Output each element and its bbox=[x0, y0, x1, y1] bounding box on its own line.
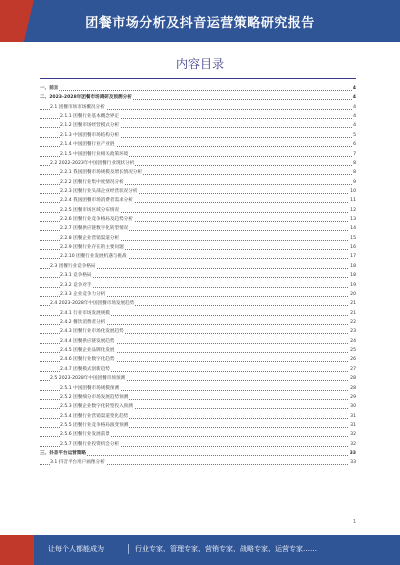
toc-entry-page: 31 bbox=[349, 412, 356, 421]
toc-entry[interactable] bbox=[40, 365, 356, 374]
toc-entry-text: 2.2.4 我国团餐市场消费者需求分析 bbox=[60, 198, 133, 204]
toc-entry-page: 16 bbox=[349, 243, 356, 252]
toc-entry[interactable] bbox=[40, 159, 356, 168]
toc-entry-page: 4 bbox=[352, 121, 356, 130]
toc-entry-page: 10 bbox=[349, 187, 356, 196]
toc-entry-text: 2.2.10 团餐行业发展机遇与挑战 bbox=[60, 254, 127, 260]
toc-entry-page: 15 bbox=[349, 234, 356, 243]
toc-entry-page: 4 bbox=[352, 93, 356, 102]
page-number: 1 bbox=[352, 519, 356, 525]
toc-entry-text: 2.1.3 中国团餐市场结构分析 bbox=[60, 132, 120, 138]
toc-entry[interactable] bbox=[40, 215, 356, 224]
toc-leader-dots bbox=[40, 90, 356, 91]
toc-entry-text: 2.1.2 团餐市场经营模式分析 bbox=[60, 123, 120, 129]
toc-entry-page: 11 bbox=[349, 196, 356, 205]
toc-entry-page: 20 bbox=[349, 290, 356, 299]
toc-entry-text: 3.1 抖音平台用户画像分析 bbox=[50, 460, 105, 466]
toc-entry[interactable] bbox=[40, 262, 356, 271]
toc-entry[interactable] bbox=[40, 112, 356, 121]
toc-entry-page: 28 bbox=[349, 384, 356, 393]
toc-entry-page: 19 bbox=[349, 281, 356, 290]
toc-entry[interactable] bbox=[40, 140, 356, 149]
toc-entry-page: 6 bbox=[352, 140, 356, 149]
toc-entry-page: 26 bbox=[349, 355, 356, 364]
toc-entry[interactable] bbox=[40, 281, 356, 290]
toc-entry-page: 31 bbox=[349, 421, 356, 430]
toc-entry-text: 2.5.5 团餐行业竞争格局演变预测 bbox=[60, 422, 129, 428]
toc-entry-text: 2.2.6 团餐行业竞争格局及趋势分析 bbox=[60, 217, 133, 223]
toc-entry-page: 8 bbox=[352, 168, 356, 177]
toc-entry[interactable] bbox=[40, 412, 356, 421]
toc-entry-page: 18 bbox=[349, 262, 356, 271]
toc-entry-text: 2.3.1 竞争格局 bbox=[60, 273, 92, 279]
toc-entry-text: 2.4.7 团餐模式创新趋势 bbox=[60, 366, 110, 372]
toc-entry-page: 4 bbox=[352, 112, 356, 121]
toc-entry[interactable] bbox=[40, 131, 356, 140]
toc-entry-page: 13 bbox=[349, 215, 356, 224]
report-title: 团餐市场分析及抖音运营策略研究报告 bbox=[85, 16, 315, 31]
toc-entry-text: 2.4.6 团餐行业数字化趋势 bbox=[60, 357, 115, 363]
toc-entry-text: 2.3 团餐行业竞争格局 bbox=[50, 263, 96, 269]
toc-entry[interactable] bbox=[40, 243, 356, 252]
toc-entry[interactable] bbox=[40, 421, 356, 430]
toc-entry[interactable] bbox=[40, 449, 356, 458]
toc-entry-page: 4 bbox=[352, 103, 356, 112]
toc-entry[interactable] bbox=[40, 337, 356, 346]
toc-entry-page: 8 bbox=[352, 159, 356, 168]
toc-entry[interactable] bbox=[40, 327, 356, 336]
toc-entry-text: 二、2023-2028年团餐市场调研及预测分析 bbox=[40, 95, 132, 101]
toc-entry-page: 7 bbox=[352, 150, 356, 159]
toc-entry[interactable] bbox=[40, 178, 356, 187]
toc-entry-page: 30 bbox=[349, 402, 356, 411]
footer-roles: 行业专家、管理专家、营销专家、战略专家、运营专家…… bbox=[128, 544, 317, 554]
footer-accent bbox=[0, 535, 34, 565]
toc-entry[interactable] bbox=[40, 234, 356, 243]
toc-entry-page: 9 bbox=[352, 178, 356, 187]
table-of-contents bbox=[40, 84, 356, 468]
toc-entry-page: 29 bbox=[349, 393, 356, 402]
toc-entry[interactable] bbox=[40, 374, 356, 383]
toc-entry-text: 2.5.3 团餐企业数字化转型投入预测 bbox=[60, 404, 133, 410]
toc-entry[interactable] bbox=[40, 271, 356, 280]
toc-entry[interactable] bbox=[40, 430, 356, 439]
toc-entry[interactable] bbox=[40, 196, 356, 205]
toc-entry-page: 18 bbox=[349, 271, 356, 280]
toc-entry-page: 33 bbox=[349, 458, 356, 467]
toc-entry-text: 2.2.8 团餐企业营销渠道分析 bbox=[60, 235, 120, 241]
toc-entry[interactable] bbox=[40, 393, 356, 402]
toc-entry-text: 2.2.5 团餐市场区域分布情况 bbox=[60, 207, 120, 213]
toc-entry[interactable] bbox=[40, 318, 356, 327]
toc-entry[interactable] bbox=[40, 309, 356, 318]
toc-entry[interactable] bbox=[40, 402, 356, 411]
toc-entry-text: 一、前言 bbox=[40, 86, 59, 91]
toc-entry-page: 22 bbox=[349, 318, 356, 327]
toc-entry-text: 2.4 2023-2028年中国团餐市场发展趋势 bbox=[50, 301, 135, 307]
toc-entry-text: 2.3.3 企业竞争力分析 bbox=[60, 291, 106, 297]
toc-entry-text: 2.5.4 团餐行业营销渠道变化趋势 bbox=[60, 413, 129, 419]
toc-entry-text: 2.1.1 团餐行业基本概念界定 bbox=[60, 114, 120, 120]
toc-entry-page: 24 bbox=[349, 337, 356, 346]
toc-entry[interactable] bbox=[40, 252, 356, 261]
toc-entry-page: 4 bbox=[352, 84, 356, 93]
toc-entry-text: 2.2.3 团餐行业头部企业经营状况分析 bbox=[60, 188, 138, 194]
toc-entry[interactable] bbox=[40, 103, 356, 112]
footer-slogan: 让每个人都能成为 bbox=[48, 545, 104, 553]
toc-entry[interactable] bbox=[40, 346, 356, 355]
toc-entry[interactable] bbox=[40, 384, 356, 393]
toc-entry[interactable] bbox=[40, 150, 356, 159]
toc-entry-text: 2.2.1 我国团餐市场规模及增长情况分析 bbox=[60, 170, 143, 176]
toc-entry-text: 2.1.5 中国团餐行业相关政策环境 bbox=[60, 151, 129, 157]
toc-entry-text: 2.5.1 中国团餐市场规模预测 bbox=[60, 385, 120, 391]
toc-entry[interactable] bbox=[40, 84, 356, 93]
toc-entry-text: 2.4.3 团餐行业市场化发展趋势 bbox=[60, 329, 124, 335]
toc-entry-page: 32 bbox=[349, 430, 356, 439]
toc-entry-text: 2.4.1 行业市场发展规模 bbox=[60, 310, 110, 316]
toc-entry-text: 2.1 团餐市场市场概况分析 bbox=[50, 104, 105, 110]
toc-entry-page: 27 bbox=[349, 365, 356, 374]
toc-entry[interactable] bbox=[40, 355, 356, 364]
toc-entry[interactable] bbox=[40, 440, 356, 449]
toc-entry-text: 三、抖音平台运营策略 bbox=[40, 451, 86, 457]
toc-entry-text: 2.5.6 团餐行业发展前景 bbox=[60, 432, 110, 438]
toc-entry-text: 2.5.2 团餐细分市场发展趋势预测 bbox=[60, 394, 129, 400]
toc-entry[interactable] bbox=[40, 206, 356, 215]
toc-entry-page: 21 bbox=[349, 299, 356, 308]
toc-entry-text: 2.2.7 团餐供应链数字化转型情况 bbox=[60, 226, 129, 232]
toc-heading: 内容目录 bbox=[175, 57, 224, 71]
toc-entry-page: 28 bbox=[349, 374, 356, 383]
header-bar bbox=[0, 0, 400, 42]
footer-bar bbox=[0, 535, 400, 565]
toc-entry-page: 12 bbox=[349, 206, 356, 215]
toc-entry[interactable] bbox=[40, 290, 356, 299]
toc-entry-text: 2.2 2022-2023年中国团餐行业现状分析 bbox=[50, 160, 135, 166]
toc-entry-page: 14 bbox=[349, 224, 356, 233]
toc-entry[interactable] bbox=[40, 168, 356, 177]
toc-entry-text: 2.2.2 团餐行业集中度情况分析 bbox=[60, 179, 124, 185]
toc-entry-page: 17 bbox=[349, 252, 356, 261]
toc-entry[interactable] bbox=[40, 187, 356, 196]
toc-entry[interactable] bbox=[40, 93, 356, 102]
toc-entry-page: 5 bbox=[352, 131, 356, 140]
toc-entry-text: 2.3.2 竞争对手 bbox=[60, 282, 92, 288]
toc-entry-text: 2.5.7 团餐行业投资机会分析 bbox=[60, 441, 120, 447]
toc-entry-page: 33 bbox=[349, 449, 356, 458]
toc-entry-page: 25 bbox=[349, 346, 356, 355]
toc-entry-page: 23 bbox=[349, 327, 356, 336]
toc-entry-page: 21 bbox=[349, 309, 356, 318]
toc-entry-text: 2.1.4 中国团餐行业产业链 bbox=[60, 142, 115, 148]
toc-entry-text: 2.2.9 团餐行业存在的主要问题 bbox=[60, 245, 124, 251]
toc-entry[interactable] bbox=[40, 224, 356, 233]
toc-entry-text: 2.4.5 团餐企业品牌化发展 bbox=[60, 348, 115, 354]
toc-entry[interactable] bbox=[40, 121, 356, 130]
toc-entry[interactable] bbox=[40, 458, 356, 467]
toc-entry-text: 2.4.2 餐饮消费者分析 bbox=[60, 319, 106, 325]
toc-leader-dots bbox=[40, 455, 356, 456]
toc-entry[interactable] bbox=[40, 299, 356, 308]
toc-top-rule bbox=[40, 78, 356, 79]
toc-entry-page: 32 bbox=[349, 440, 356, 449]
toc-entry-text: 2.4.4 团餐供应链发展趋势 bbox=[60, 338, 115, 344]
toc-entry-text: 2.5 2023-2028年中国团餐市场预测 bbox=[50, 376, 126, 382]
